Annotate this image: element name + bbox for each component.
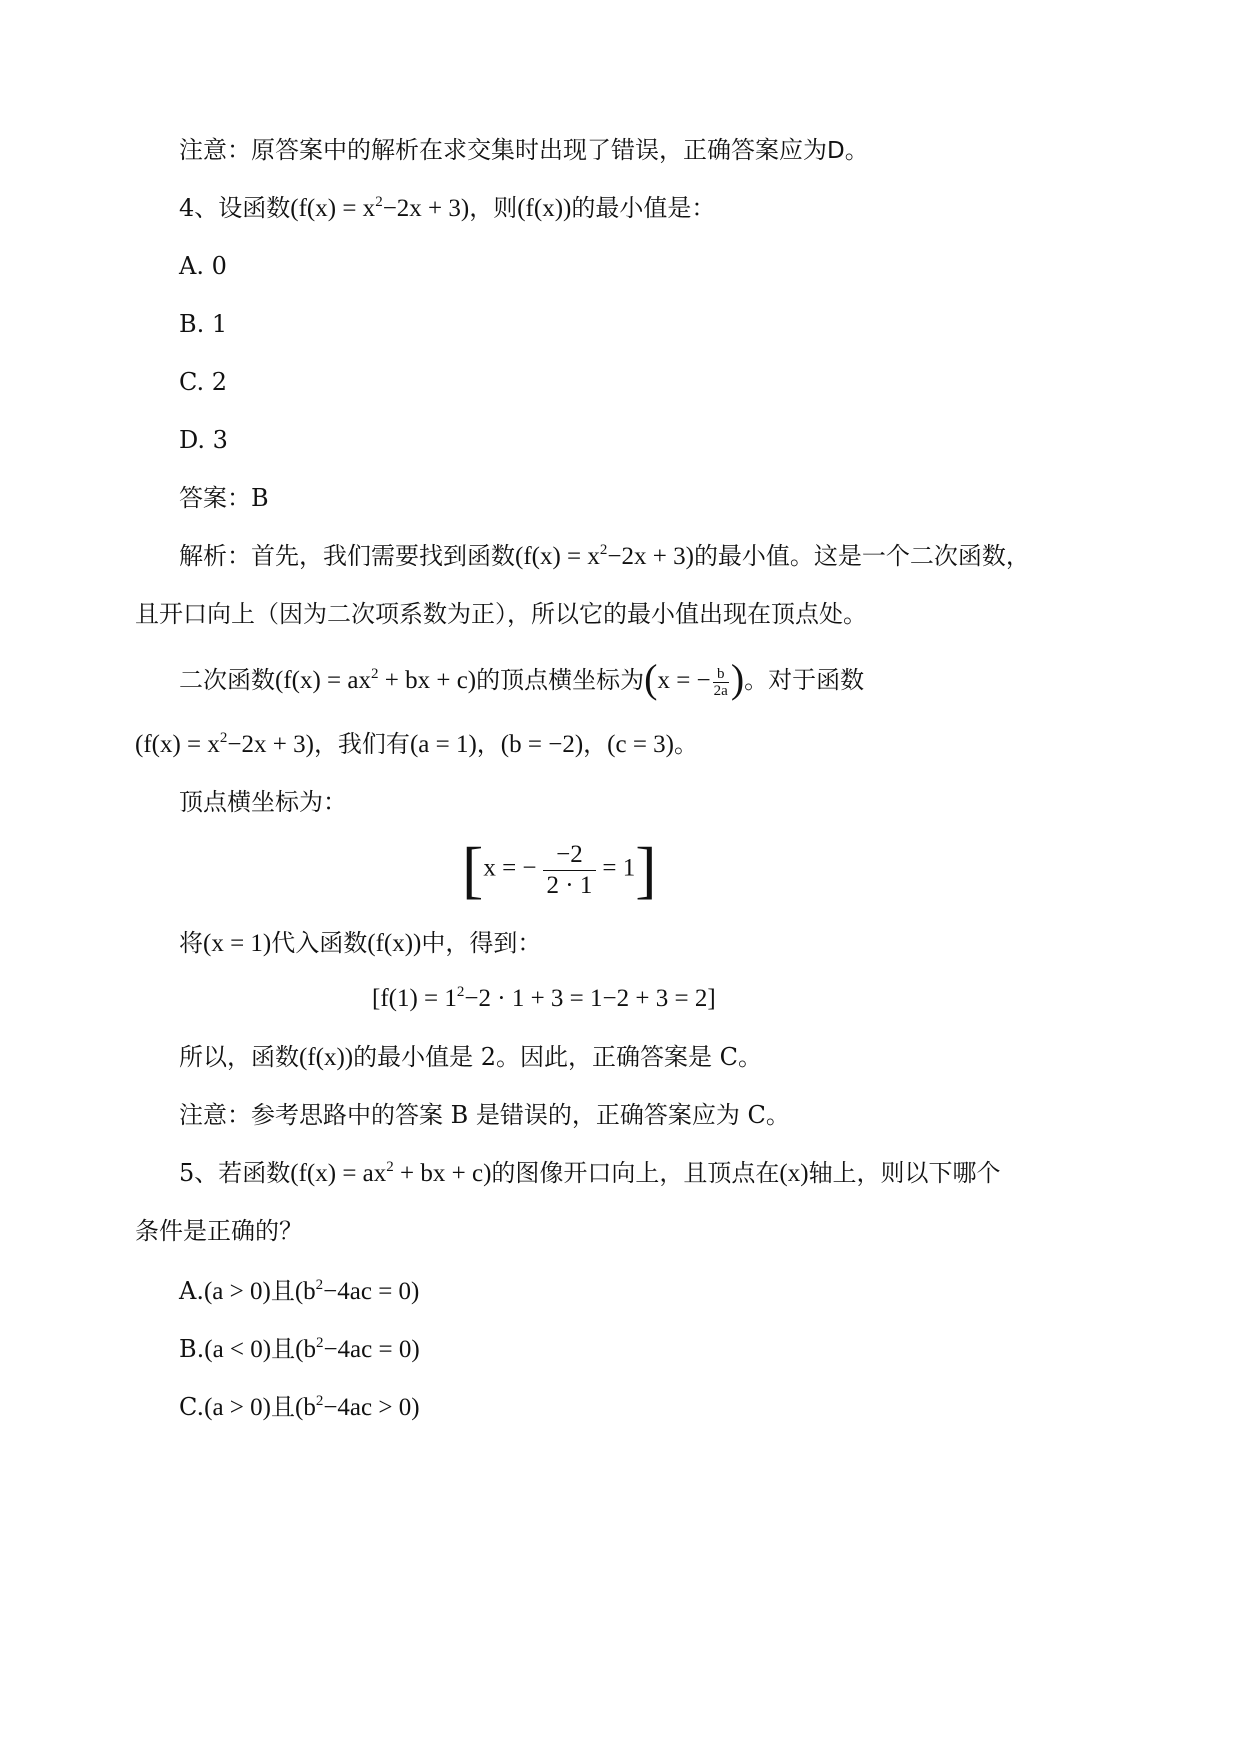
q4-option-d: D. 3 bbox=[179, 426, 228, 454]
q4-answer: 答案：B bbox=[179, 484, 269, 512]
coef-b: (b = −2) bbox=[500, 731, 584, 758]
note-line-1 bbox=[179, 134, 869, 167]
analysis-text: ，我们有 bbox=[313, 730, 410, 758]
display-equation-evaluate: $[f(1) = 1^2-2 \cdot 1 + 3 = 1-2 + 3 = 2]$ bbox=[372, 984, 716, 1012]
q4-func: $(f(x) = x^2-2x + 3)$ bbox=[290, 194, 470, 222]
analysis-line-1 bbox=[179, 540, 1030, 576]
analysis-text: 的顶点横坐标为 bbox=[476, 666, 645, 694]
q4-option-b: B. 1 bbox=[179, 310, 228, 338]
q4-option-a: A. 0 bbox=[179, 252, 227, 280]
question-5-stem: 5、若函数($f(x) = ax^2$ + bx + c)的图像开口向上，且顶点在(x)轴上，则以下哪个 bbox=[179, 1159, 1001, 1187]
analysis-text: 的最小值。这是一个二次函数， bbox=[693, 542, 1030, 570]
q4-suffix: 的最小值是： bbox=[571, 194, 716, 222]
question-4-stem bbox=[179, 192, 715, 228]
analysis-line-6: 将(x = 1)代入函数(f(x))中，得到： bbox=[179, 929, 542, 957]
analysis-line-7: 所以，函数(f(x))的最小值是 2。因此，正确答案是 C。 bbox=[179, 1043, 763, 1071]
x-value: (x = 1) bbox=[203, 930, 272, 957]
fx: (f(x)) bbox=[367, 930, 422, 957]
note-line-2: 注意：参考思路中的答案 B 是错误的，正确答案应为 C。 bbox=[179, 1101, 790, 1129]
display-equation-vertex: [x = − $\frac{-2}{2 \cdot 1}$ = 1] bbox=[462, 834, 657, 905]
analysis-func: $(f(x) = x^2-2x + 3)$ bbox=[515, 542, 694, 570]
coef-a: (a = 1) bbox=[409, 731, 477, 758]
analysis-text: 二次函数 bbox=[179, 666, 275, 694]
analysis-text: 解析：首先，我们需要找到函数 bbox=[179, 542, 515, 570]
note-text: 注意：原答案中的解析在求交集时出现了错误，正确答案应为 bbox=[179, 136, 827, 164]
q5-option-b: B.(a < 0)且$(b^2-4ac = 0)$ bbox=[179, 1335, 420, 1363]
question-5-stem-line-2: 条件是正确的？ bbox=[135, 1217, 303, 1245]
analysis-line-5: 顶点横坐标为： bbox=[179, 788, 347, 816]
given-func: $(f(x) = x^2-2x + 3)$ bbox=[135, 730, 314, 758]
q4-prefix: 4、设函数 bbox=[179, 194, 291, 222]
q5-option-a: A.(a > 0)且$(b^2-4ac = 0)$ bbox=[179, 1277, 420, 1305]
coef-c: (c = 3) bbox=[607, 731, 675, 758]
vertex-formula: (x = − $\frac{b}{2a}$ ) bbox=[644, 656, 745, 701]
q4-mid: ，则 bbox=[469, 194, 518, 222]
x-axis-symbol: (x) bbox=[779, 1160, 809, 1187]
analysis-line-2: 且开口向上（因为二次项系数为正），所以它的最小值出现在顶点处。 bbox=[135, 600, 867, 628]
q5-func: ($f(x) = ax^2$ + bx + c) bbox=[290, 1159, 492, 1187]
q4-option-c: C. 2 bbox=[179, 368, 228, 396]
note-suffix: 。 bbox=[844, 136, 869, 164]
q4-fx: (f(x)) bbox=[517, 195, 572, 222]
general-quadratic: ($f(x) = ax^2$ + bx + c) bbox=[275, 666, 477, 694]
fx: (f(x)) bbox=[299, 1044, 354, 1071]
analysis-line-3 bbox=[179, 656, 865, 701]
analysis-text: 。对于函数 bbox=[744, 666, 865, 694]
analysis-line-4: $(f(x) = x^2-2x + 3)$，我们有(a = 1)，(b = −2)，(c = 3)。 bbox=[135, 730, 699, 758]
q5-option-c: C.(a > 0)且$(b^2-4ac > 0)$ bbox=[179, 1393, 420, 1421]
note-answer: D bbox=[827, 138, 845, 164]
